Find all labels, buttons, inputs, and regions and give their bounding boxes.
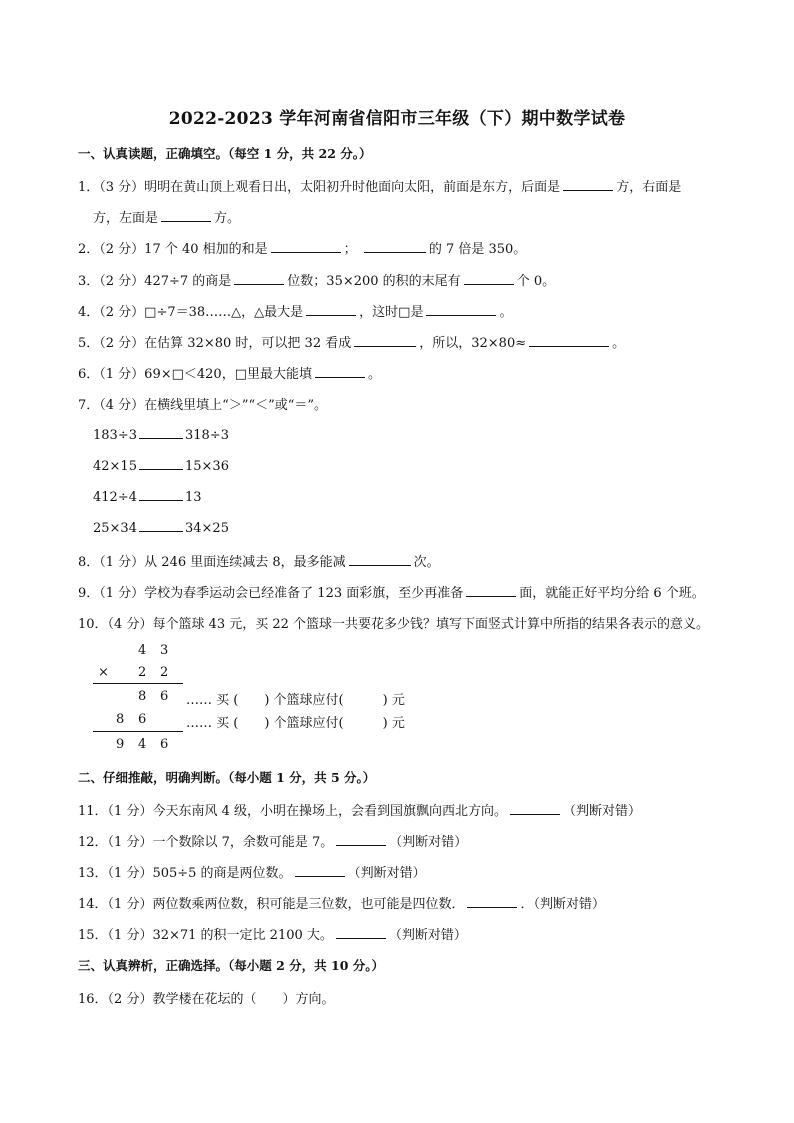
question-2 [78, 238, 526, 257]
partial-product-note: …… 买 ( ) 个篮球应付( ) 元 [186, 716, 405, 731]
question-text: 面，就能正好平均分给 6 个班。 [519, 586, 705, 601]
compare-left: 183÷3 [93, 428, 137, 443]
page-title: 2022-2023 学年河南省信阳市三年级（下）期中数学试卷 [168, 109, 626, 129]
question-15 [78, 924, 467, 943]
digit: 6 [160, 737, 169, 752]
question-text: 方，左面是 [93, 211, 159, 226]
digit: 9 [116, 737, 125, 752]
question-text: 12．（1 分）一个数除以 7，余数可能是 7。 [78, 835, 334, 850]
question-text: ，这时□是 [359, 305, 424, 320]
question-3 [78, 270, 555, 289]
question-14 [78, 893, 605, 912]
compare-right: 34×25 [184, 521, 229, 536]
question-12 [78, 831, 467, 850]
compare-row [93, 426, 229, 443]
section-heading-2: 二、仔细推敲，明确判断。（每小题 1 分，共 5 分。） [78, 770, 376, 785]
question-text: 。 [499, 305, 513, 320]
compare-row [93, 519, 229, 536]
compare-right: 318÷3 [184, 428, 229, 443]
question-text: 1．（3 分）明明在黄山顶上观看日出，太阳初升时他面向太阳，前面是东方，后面是 [78, 180, 561, 195]
question-text: 5．（2 分）在估算 32×80 时，可以把 32 看成 [78, 336, 352, 351]
digit: 4 [138, 737, 147, 752]
answer-blank[interactable] [139, 519, 183, 532]
question-text: 的 7 倍是 350。 [428, 242, 527, 257]
question-text: 3．（2 分）427÷7 的商是 [78, 274, 232, 289]
compare-row [93, 488, 202, 505]
question-text: （判断对错） [388, 928, 467, 943]
compare-left: 25×34 [93, 521, 137, 536]
question-text: 15．（1 分）32×71 的积一定比 2100 大。 [78, 928, 333, 943]
answer-blank[interactable] [529, 334, 609, 347]
answer-blank[interactable] [364, 240, 426, 253]
question-text: ； [343, 242, 357, 257]
question-text: 10．（4 分）每个篮球 43 元，买 22 个篮球一共要花多少钱？填写下面竖式计算中所指的结果各表示的意义。 [78, 617, 710, 632]
question-6 [78, 363, 381, 382]
answer-blank[interactable] [354, 334, 416, 347]
question-13 [78, 862, 426, 881]
question-11 [78, 800, 641, 819]
answer-blank[interactable] [464, 272, 514, 285]
answer-blank[interactable] [139, 488, 183, 501]
answer-blank[interactable] [349, 553, 411, 566]
question-text: 13．（1 分）505÷5 的商是两位数。 [78, 866, 292, 881]
answer-blank[interactable] [466, 584, 516, 597]
answer-blank[interactable] [306, 303, 356, 316]
question-9 [78, 582, 705, 601]
answer-blank[interactable] [336, 926, 386, 939]
compare-left: 412÷4 [93, 490, 137, 505]
answer-blank[interactable] [467, 895, 517, 908]
question-text: 2．（2 分）17 个 40 相加的和是 [78, 242, 268, 257]
question-text: 9．（1 分）学校为春季运动会已经准备了 123 面彩旗，至少再准备 [78, 586, 464, 601]
compare-row [93, 457, 229, 474]
question-text: （判断对错） [347, 866, 426, 881]
question-text: 方。 [214, 211, 241, 226]
question-text: （判断对错） [389, 835, 468, 850]
compare-right: 15×36 [184, 459, 229, 474]
question-text: 11．（1 分）今天东南风 4 级，小明在操场上，会看到国旗飘向西北方向。 [78, 804, 507, 819]
question-1 [78, 176, 681, 195]
digit: 3 [160, 643, 169, 658]
question-text: 。 [612, 336, 626, 351]
digit: 2 [138, 665, 147, 680]
times-sign: × [98, 665, 109, 680]
answer-blank[interactable] [426, 303, 496, 316]
digit: 6 [138, 712, 147, 727]
answer-blank[interactable] [315, 365, 365, 378]
digit: 2 [160, 665, 169, 680]
answer-blank[interactable] [336, 833, 386, 846]
question-text: 方，右面是 [616, 180, 682, 195]
question-7 [78, 394, 327, 413]
question-text: 6．（1 分）69×□＜420，□里最大能填 [78, 367, 312, 382]
digit: 8 [138, 689, 147, 704]
answer-blank[interactable] [563, 178, 613, 191]
partial-product-note: …… 买 ( ) 个篮球应付( ) 元 [186, 693, 405, 708]
question-text: 7．（4 分）在横线里填上“＞”“＜”或“＝”。 [78, 398, 328, 413]
question-text: 4．（2 分）□÷7＝38……△，△最大是 [78, 305, 304, 320]
answer-blank[interactable] [139, 457, 183, 470]
compare-right: 13 [184, 490, 202, 505]
digit: 4 [138, 643, 147, 658]
answer-blank[interactable] [234, 272, 284, 285]
question-10 [78, 613, 709, 632]
question-text: ，所以，32×80≈ [419, 336, 527, 351]
compare-left: 42×15 [93, 459, 137, 474]
question-16 [78, 988, 334, 1007]
answer-blank[interactable] [510, 802, 560, 815]
calc-line [93, 731, 183, 732]
question-1-continued [93, 207, 240, 226]
question-text: 8．（1 分）从 246 里面连续减去 8，最多能减 [78, 555, 346, 570]
answer-blank[interactable] [161, 209, 211, 222]
question-text: ．（判断对错） [520, 897, 605, 912]
digit: 8 [116, 712, 125, 727]
question-text: 个 0。 [516, 274, 556, 289]
section-heading-3: 三、认真辨析，正确选择。（每小题 2 分，共 10 分。） [78, 958, 385, 973]
question-8 [78, 551, 440, 570]
answer-blank[interactable] [271, 240, 341, 253]
question-text: 位数；35×200 的积的末尾有 [287, 274, 461, 289]
answer-blank[interactable] [139, 426, 183, 439]
calc-line [93, 683, 183, 684]
digit: 6 [160, 689, 169, 704]
answer-blank[interactable] [295, 864, 345, 877]
section-heading-1: 一、认真读题，正确填空。（每空 1 分，共 22 分。） [78, 146, 372, 161]
question-text: 16．（2 分）教学楼在花坛的（ ）方向。 [78, 992, 335, 1007]
question-text: 14．（1 分）两位数乘两位数，积可能是三位数，也可能是四位数． [78, 897, 465, 912]
question-text: 次。 [413, 555, 440, 570]
question-4 [78, 301, 512, 320]
question-text: （判断对错） [562, 804, 641, 819]
question-5 [78, 332, 625, 351]
question-text: 。 [368, 367, 382, 382]
